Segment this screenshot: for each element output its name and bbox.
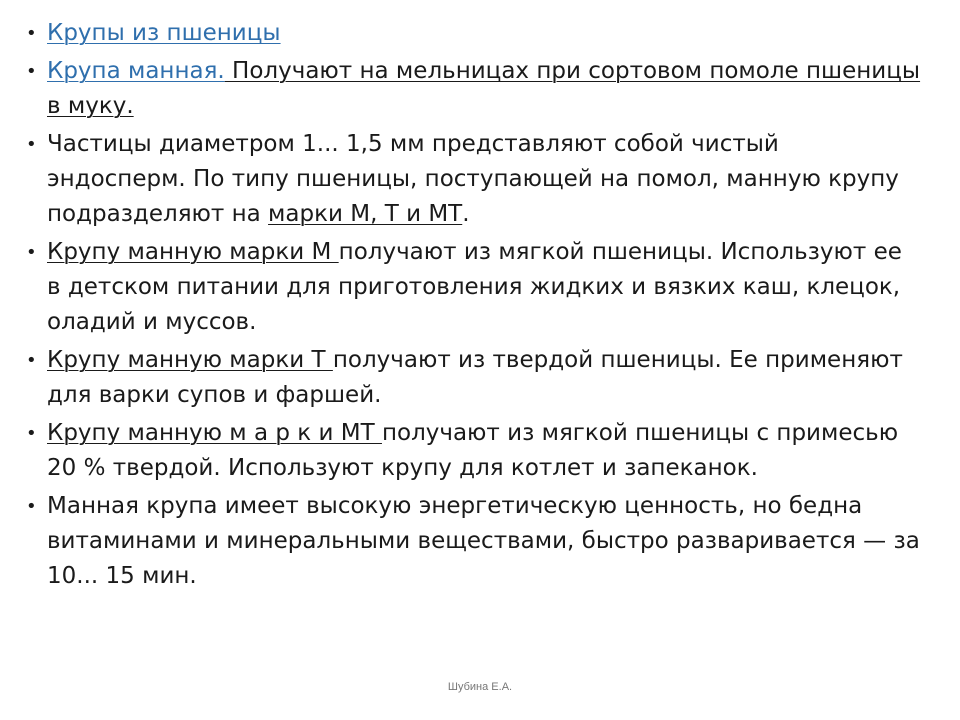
footer-author: Шубина Е.А.: [447, 681, 513, 693]
bullet-dot-icon: •: [26, 242, 37, 263]
grade-t-text: получают из твердой пшеницы. Ее применяют для варки супов и фаршей.: [47, 347, 903, 408]
bullet-dot-icon: •: [26, 423, 37, 444]
bullet-item-semolina: [22, 54, 922, 124]
grade-t-heading: Крупу манную марки Т: [47, 347, 333, 373]
grade-m-text: получают из мягкой пшеницы. Используют ее в детском питании для приготовления жидких и вязких каш, клецок, оладий и муссов.: [47, 239, 902, 335]
particles-text-end: .: [462, 201, 470, 227]
bullet-dot-icon: •: [26, 61, 37, 82]
bullet-dot-icon: •: [26, 350, 37, 371]
bullet-item-particles: [22, 127, 922, 232]
wheat-groats-link[interactable]: Крупы из пшеницы: [47, 20, 281, 46]
grade-mt-heading: Крупу манную м а р к и МТ: [47, 420, 382, 446]
bullet-item-grade-m: [22, 235, 922, 340]
grades-text: марки М, Т и МТ: [268, 201, 463, 227]
particles-text: Частицы диаметром 1... 1,5 мм представляют собой чистый эндосперм. По типу пшеницы, поступающей на помол, манную крупу подразделяют на: [47, 131, 899, 227]
bullet-dot-icon: •: [26, 496, 37, 517]
grade-m-heading: Крупу манную марки М: [47, 239, 339, 265]
bullet-item-wheat-groats: [22, 16, 922, 51]
grade-mt-text: получают из мягкой пшеницы с примесью 20 % твердой. Используют крупу для котлет и запеканок.: [47, 420, 899, 481]
bullet-item-grade-t: [22, 343, 922, 413]
bullet-list: [22, 16, 922, 597]
bullet-item-grade-mt: [22, 416, 922, 486]
energy-text: Манная крупа имеет высокую энергетическую ценность, но бедна витаминами и минеральными веществами, быстро разваривается — за 10... 15 мин.: [47, 493, 920, 589]
bullet-dot-icon: •: [26, 23, 37, 44]
semolina-link[interactable]: Крупа манная.: [47, 58, 225, 84]
bullet-dot-icon: •: [26, 134, 37, 155]
bullet-item-energy: [22, 489, 922, 594]
semolina-description: Получают на мельницах при сортовом помоле пшеницы в муку.: [47, 58, 921, 119]
